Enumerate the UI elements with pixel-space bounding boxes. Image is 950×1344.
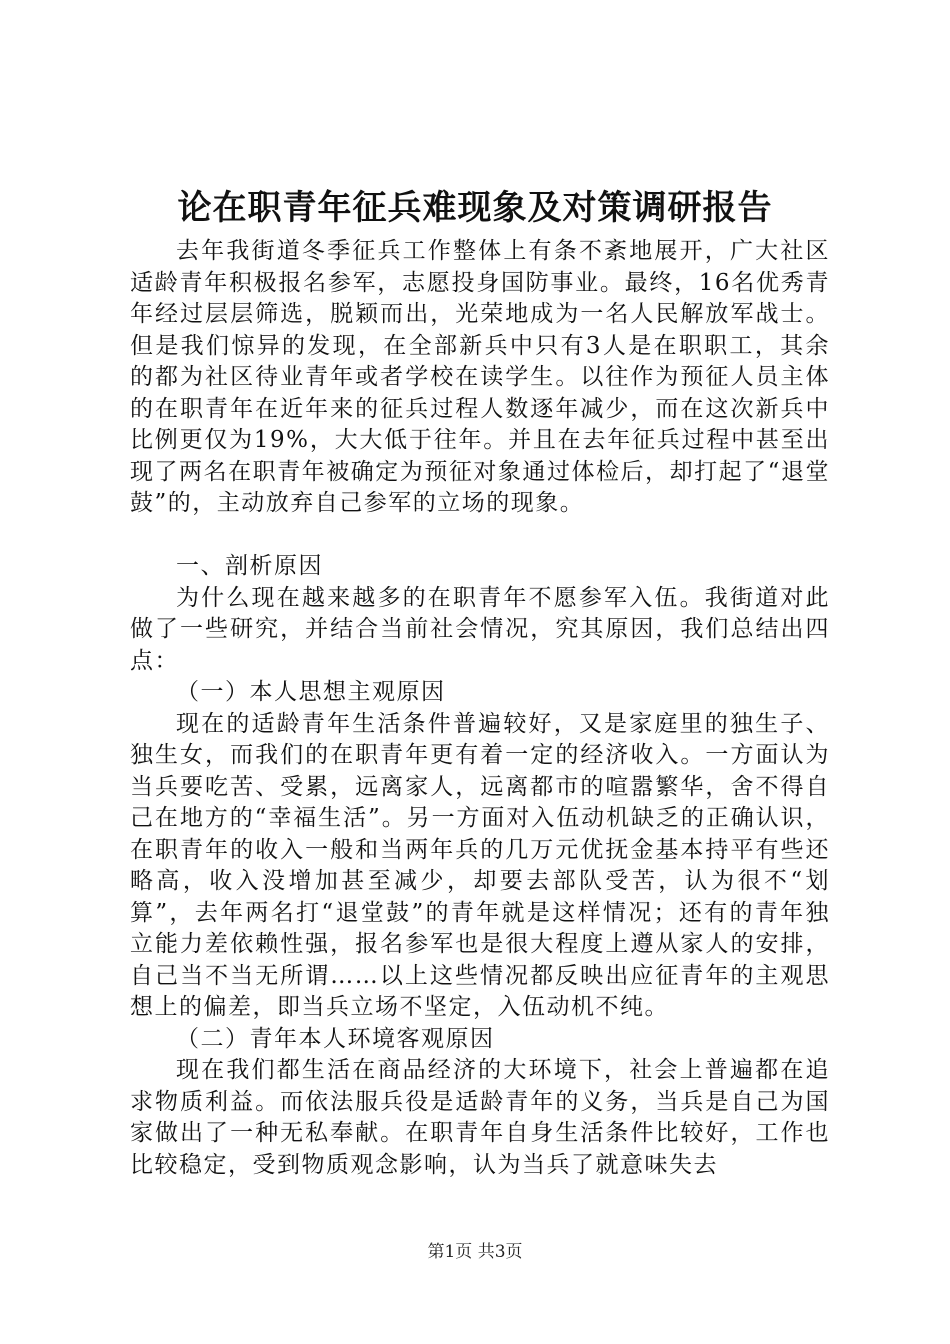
section-heading: 一、剖析原因 — [176, 553, 323, 579]
paragraph-subjective-reasons: 现在的适龄青年生活条件普遍较好，又是家庭里的独生子、独生女，而我们的在职青年更有着一定的经济收入。一方面认为当兵要吃苦、受累，远离家人，远离都市的喧嚣繁华，舍不得自己在地方的“幸福生活”。另一方面对入伍动机缺乏的正确认识，在职青年的收入一般和当两年兵的几万元优抚金基本持平有些还略高，收入没增加甚至减少，却要去部队受苦，认为很不“划算”，去年两名打“退堂鼓”的青年就是这样情况；还有的青年独立能力差依赖性强，报名参军也是很大程度上遵从家人的安排，自己当不当无所谓……以上这些情况都反映出应征青年的主观思想上的偏差，即当兵立场不坚定，入伍动机不纯。 — [130, 710, 830, 1020]
document-body — [130, 236, 830, 1181]
subsection-heading-2: （二）青年本人环境客观原因 — [176, 1025, 495, 1052]
blank-line — [130, 520, 830, 552]
page-footer: 第1页 共3页 — [427, 1242, 523, 1262]
document-title: 论在职青年征兵难现象及对策调研报告 — [177, 188, 773, 228]
subsection-heading-1: （一）本人思想主观原因 — [176, 679, 446, 705]
paragraph-objective-reasons: 现在我们都生活在商品经济的大环境下，社会上普遍都在追求物质利益。而依法服兵役是适龄青年的义务，当兵是自己为国家做出了一种无私奉献。在职青年自身生活条件比较好，工作也比较稳定，受到物质观念影响，认为当兵了就意味失去 — [130, 1057, 830, 1178]
paragraph-question: 为什么现在越来越多的在职青年不愿参军入伍。我街道对此做了一些研究，并结合当前社会情况，究其原因，我们总结出四点： — [130, 584, 830, 674]
paragraph-intro: 去年我街道冬季征兵工作整体上有条不紊地展开，广大社区适龄青年积极报名参军，志愿投身国防事业。最终，16名优秀青年经过层层筛选，脱颖而出，光荣地成为一名人民解放军战士。但是我们惊异的发现，在全部新兵中只有3人是在职职工，其余的都为社区待业青年或者学校在读学生。以往作为预征人员主体的在职青年在近年来的征兵过程人数逐年减少，而在这次新兵中比例更仅为19%，大大低于往年。并且在去年征兵过程中甚至出现了两名在职青年被确定为预征对象通过体检后，却打起了“退堂鼓”的，主动放弃自己参军的立场的现象。 — [130, 238, 830, 516]
